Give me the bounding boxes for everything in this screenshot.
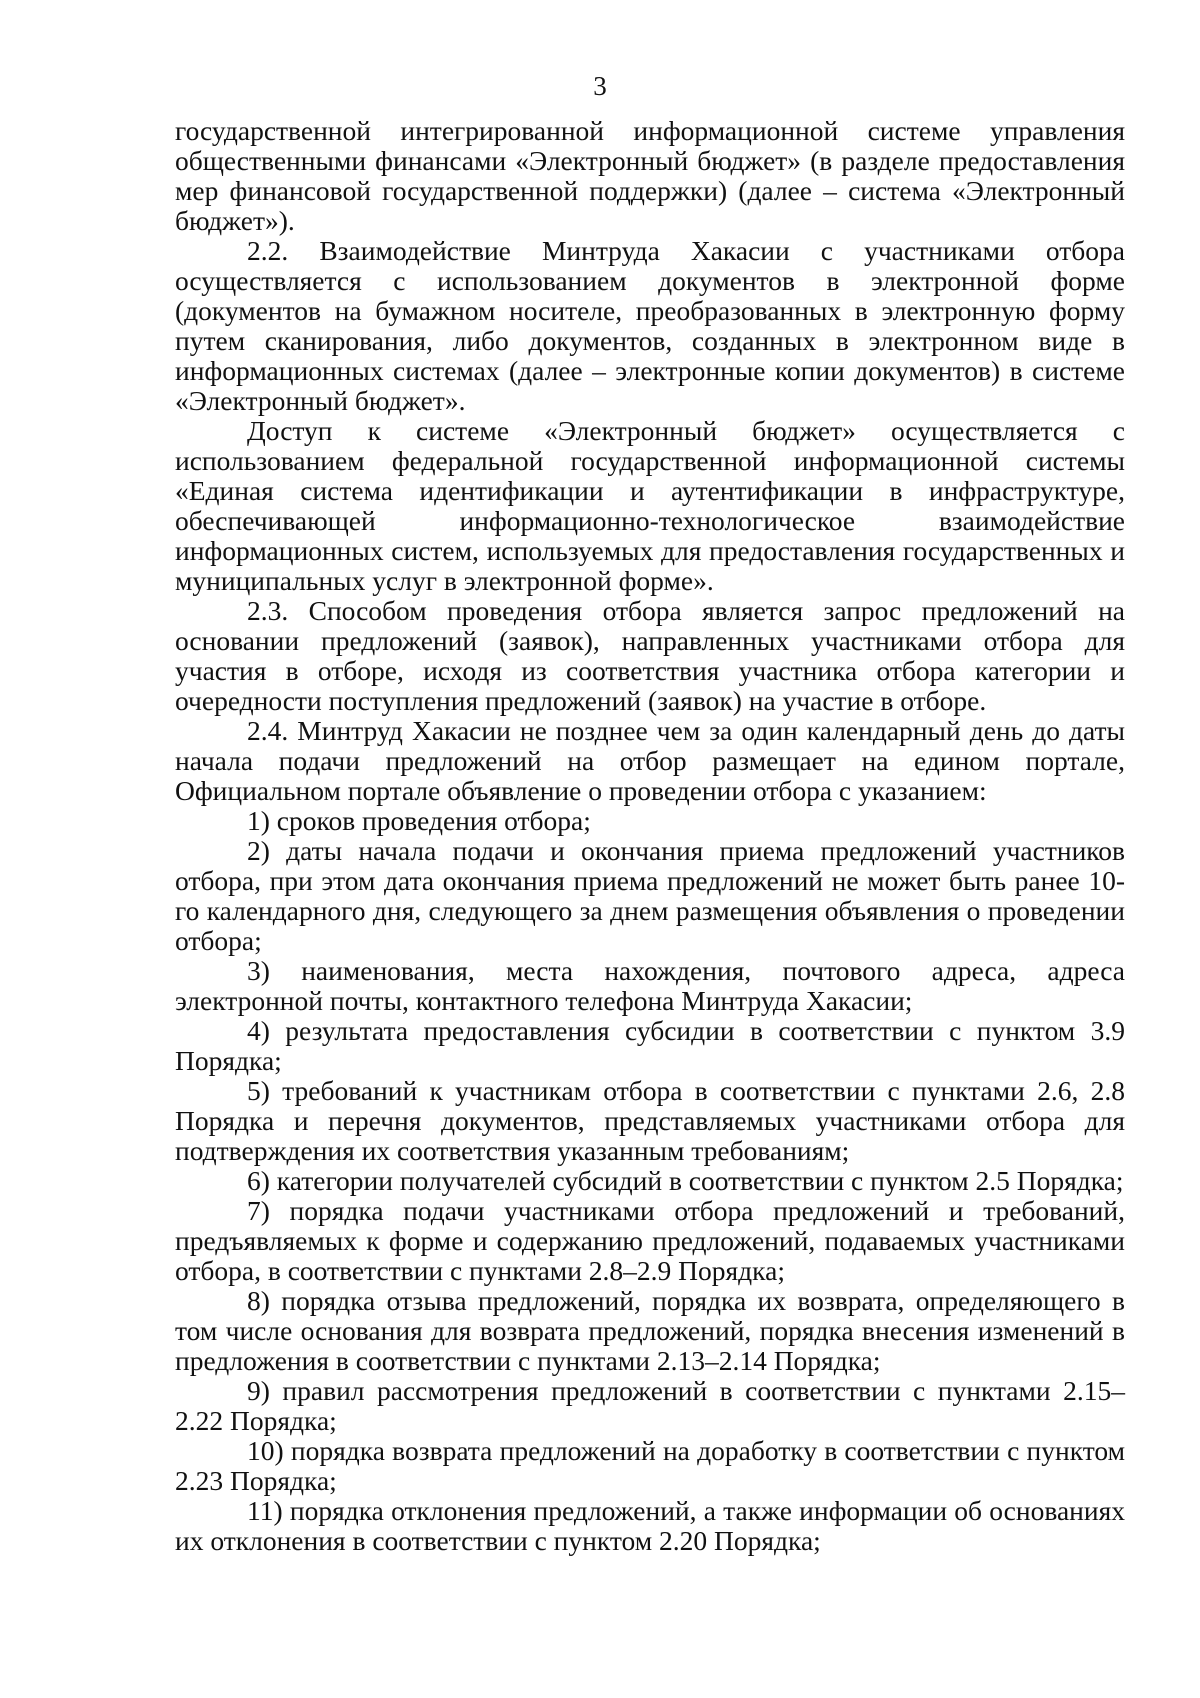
list-item: 11) порядка отклонения предложений, а также информации об основаниях их отклонения в соответствии с пунктом 2.20 Порядка; (175, 1495, 1125, 1556)
paragraph-2-4: 2.4. Минтруд Хакасии не позднее чем за один календарный день до даты начала подачи предложений на отбор размещает на едином портале, Официальном портале объявление о проведении отбора с указанием: (175, 715, 1125, 806)
list-item: 5) требований к участникам отбора в соответствии с пунктами 2.6, 2.8 Порядка и перечня документов, представляемых участниками отбора для подтверждения их соответствия указанным требованиям; (175, 1075, 1125, 1166)
list-item: 7) порядка подачи участниками отбора предложений и требований, предъявляемых к форме и содержанию предложений, подаваемых участниками отбора, в соответствии с пунктами 2.8–2.9 Порядка; (175, 1195, 1125, 1286)
paragraph: государственной интегрированной информационной системе управления общественными финансами «Электронный бюджет» (в разделе предоставления мер финансовой государственной поддержки) (далее – система «Электронный бюджет»). (175, 115, 1125, 236)
paragraph-2-3: 2.3. Способом проведения отбора является запрос предложений на основании предложений (заявок), направленных участниками отбора для участия в отборе, исходя из соответствия участника отбора категории и очередности поступления предложений (заявок) на участие в отборе. (175, 595, 1125, 716)
list-item: 1) сроков проведения отбора; (247, 805, 591, 836)
list-item: 3) наименования, места нахождения, почтового адреса, адреса электронной почты, контактного телефона Минтруда Хакасии; (175, 955, 1125, 1016)
list-item: 2) даты начала подачи и окончания приема предложений участников отбора, при этом дата окончания приема предложений не может быть ранее 10-го календарного дня, следующего за днем размещения объявления о проведении отбора; (175, 835, 1125, 956)
list-item: 4) результата предоставления субсидии в соответствии с пунктом 3.9 Порядка; (175, 1015, 1125, 1076)
document-body (175, 116, 1125, 1556)
list-item: 9) правил рассмотрения предложений в соответствии с пунктами 2.15–2.22 Порядка; (175, 1375, 1125, 1436)
paragraph: Доступ к системе «Электронный бюджет» осуществляется с использованием федеральной государственной информационной системы «Единая система идентификации и аутентификации в инфраструктуре, обеспечивающей информационно-технологическое взаимодействие информационных систем, используемых для предоставления государственных и муниципальных услуг в электронной форме». (175, 415, 1125, 596)
list-item: 10) порядка возврата предложений на доработку в соответствии с пунктом 2.23 Порядка; (175, 1435, 1125, 1496)
paragraph-2-2: 2.2. Взаимодействие Минтруда Хакасии с участниками отбора осуществляется с использованием документов в электронной форме (документов на бумажном носителе, преобразованных в электронную форму путем сканирования, либо документов, созданных в электронном виде в информационных системах (далее – электронные копии документов) в системе «Электронный бюджет». (175, 235, 1125, 416)
list-item: 6) категории получателей субсидий в соответствии с пунктом 2.5 Порядка; (247, 1165, 1124, 1196)
list-item: 8) порядка отзыва предложений, порядка их возврата, определяющего в том числе основания для возврата предложений, порядка внесения изменений в предложения в соответствии с пунктами 2.13–2.14 Порядка; (175, 1285, 1125, 1376)
page-number: 3 (593, 71, 607, 101)
